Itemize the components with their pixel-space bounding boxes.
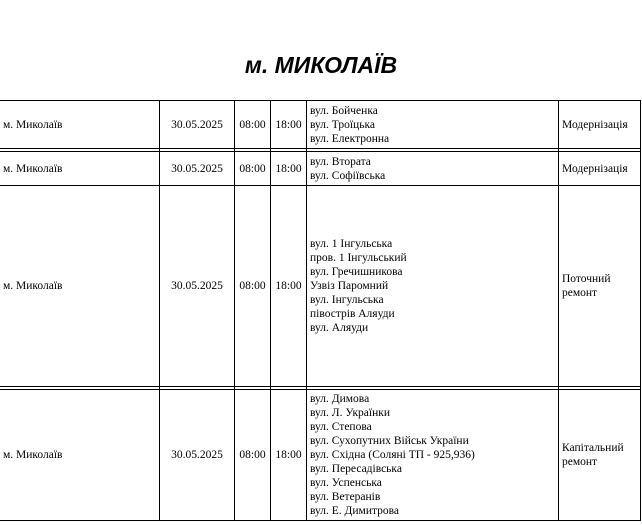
time-to-cell: 18:00 xyxy=(271,101,307,149)
street-item: вул. 1 Інгульська xyxy=(310,238,393,250)
streets-cell xyxy=(307,152,559,186)
work-type-cell: Модернізація xyxy=(559,152,641,186)
time-to-cell: 18:00 xyxy=(271,152,307,186)
time-from-cell: 08:00 xyxy=(235,186,271,387)
time-from-cell: 08:00 xyxy=(235,101,271,149)
page-title: м. МИКОЛАЇВ xyxy=(244,52,398,78)
street-item: вул. Успенська xyxy=(310,477,382,489)
streets-cell xyxy=(307,101,559,149)
street-item: вул. Софіївська xyxy=(310,169,386,182)
street-item: вул. Бойченка xyxy=(310,104,378,117)
outage-table xyxy=(0,100,641,521)
date-cell: 30.05.2025 xyxy=(160,152,235,186)
time-to-cell: 18:00 xyxy=(271,186,307,387)
city-cell: м. Миколаїв xyxy=(0,390,160,521)
street-item: вул. Степова xyxy=(310,421,372,433)
street-item: вул. Ветеранів xyxy=(310,491,381,503)
street-item: вул. Л. Українки xyxy=(310,407,390,419)
street-item: вул. Пересадівська xyxy=(310,463,402,475)
table-row xyxy=(0,152,641,186)
street-item: півострів Аляуди xyxy=(310,308,395,320)
work-type-cell: Модернізація xyxy=(559,101,641,149)
work-type-cell: Поточний ремонт xyxy=(559,186,641,387)
street-item: вул. Східна (Соляні ТП - 925,936) xyxy=(310,449,475,461)
street-item: пров. 1 Інгульський xyxy=(310,252,407,264)
table-row xyxy=(0,101,641,149)
date-cell: 30.05.2025 xyxy=(160,186,235,387)
street-item: вул. Димова xyxy=(310,393,370,405)
table-row xyxy=(0,390,641,521)
street-item: вул. Е. Димитрова xyxy=(310,505,400,517)
date-cell: 30.05.2025 xyxy=(160,101,235,149)
street-item: вул. Електронна xyxy=(310,132,390,145)
streets-cell xyxy=(307,186,559,387)
city-cell: м. Миколаїв xyxy=(0,152,160,186)
city-cell: м. Миколаїв xyxy=(0,101,160,149)
time-from-cell: 08:00 xyxy=(235,152,271,186)
streets-cell xyxy=(307,390,559,521)
time-from-cell: 08:00 xyxy=(235,390,271,521)
street-item: вул. Гречишникова xyxy=(310,266,403,278)
time-to-cell: 18:00 xyxy=(271,390,307,521)
date-cell: 30.05.2025 xyxy=(160,390,235,521)
table-row xyxy=(0,186,641,387)
street-item: вул. Аляуди xyxy=(310,322,369,334)
street-item: Узвіз Паромний xyxy=(310,280,389,292)
city-cell: м. Миколаїв xyxy=(0,186,160,387)
street-item: вул. Втората xyxy=(310,155,371,168)
work-type-cell: Капітальний ремонт xyxy=(559,390,641,521)
street-item: вул. Троїцька xyxy=(310,118,375,131)
street-item: вул. Сухопутних Військ України xyxy=(310,435,469,447)
street-item: вул. Інгульська xyxy=(310,294,384,306)
